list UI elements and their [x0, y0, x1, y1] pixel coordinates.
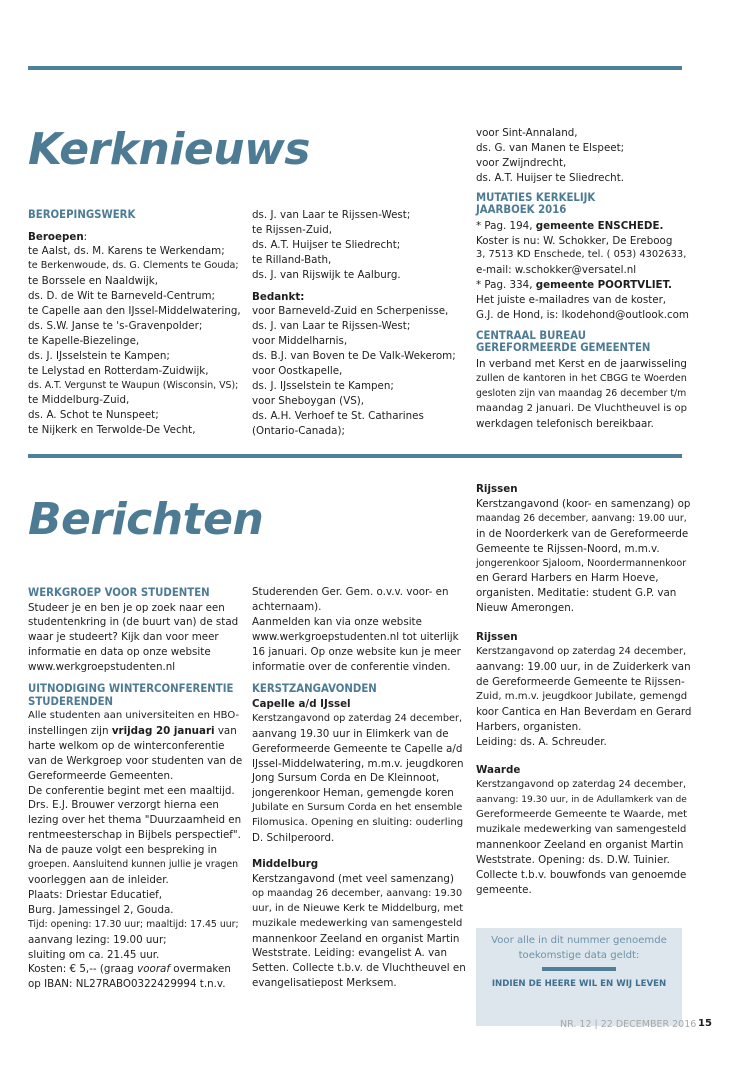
text-line: Tijd: opening: 17.30 uur; maaltijd: 17.45 uur; — [28, 918, 239, 930]
beroepen-label-line: Beroepen: — [28, 230, 88, 243]
text-line: de Gereformeerde Gemeente te Rijssen- — [476, 675, 685, 688]
mutaties-heading-1: MUTATIES KERKELIJK — [476, 190, 596, 204]
text-line: op maandag 26 december, aanvang: 19.30 — [252, 887, 463, 899]
text-line: zullen de kantoren in het CBGG te Woerden — [476, 372, 687, 384]
text-line: Gereformeerde Gemeente te Capelle a/d — [252, 742, 463, 755]
text-line: Kerstzangavond op zaterdag 24 december, — [252, 712, 463, 724]
bedankt-label: Bedankt: — [252, 290, 305, 303]
text-line: en Gerard Harbers en Harm Hoeve, — [476, 572, 659, 585]
text-line: aanvang 19.30 uur in Elimkerk van de — [252, 727, 449, 740]
text-line: in de Noorderkerk van de Gereformeerde — [476, 527, 689, 540]
cbgg-body — [476, 357, 691, 432]
text-line: achternaam). — [252, 600, 322, 613]
text-line: Het juiste e-mailadres van de koster, — [476, 294, 667, 307]
text-line: uur, in de Nieuwe Kerk te Middelburg, met — [252, 902, 464, 914]
mutaties-body — [476, 219, 691, 323]
beroepingswerk-heading: BEROEPINGSWERK — [28, 208, 136, 221]
winterconferentie-heading-1: UITNODIGING WINTERCONFERENTIE — [28, 682, 234, 696]
winterconferentie-heading-2: STUDERENDEN — [28, 694, 114, 708]
callout-text: Voor alle in dit nummer genoemde toekomstige data geldt: — [491, 935, 667, 961]
kerknieuws-col-1 — [28, 209, 243, 438]
text-line: muzikale medewerking van samengesteld — [476, 824, 687, 836]
text-line: Aanmelden kan via onze website — [252, 615, 422, 628]
text-line-date: instellingen zijn vrijdag 20 januari van — [28, 724, 237, 737]
kerknieuws-col-3 — [476, 126, 691, 432]
list-item: te Aalst, ds. M. Karens te Werkendam; — [28, 245, 225, 258]
text-line: aanvang lezing: 19.00 uur; — [28, 933, 167, 946]
text-line: van de Werkgroep voor studenten van de — [28, 754, 243, 767]
list-item: ds. B.J. van Boven te De Valk-Wekerom; — [252, 350, 456, 363]
list-item: te Lelystad en Rotterdam-Zuidwijk, — [28, 364, 209, 377]
text-line: In verband met Kerst en de jaarwisseling — [476, 357, 687, 370]
text-line: Burg. Jamessingel 2, Gouda. — [28, 903, 174, 916]
text-line: Koster is nu: W. Schokker, De Ereboog — [476, 234, 673, 247]
text-line: mannenkoor Zeeland en organist Martin — [252, 932, 460, 945]
text-line: informatie over de conferentie vinden. — [252, 660, 451, 673]
list-item: te Borssele en Naaldwijk, — [28, 275, 159, 288]
list-item: ds. A.T. Huijser te Sliedrecht. — [476, 171, 625, 184]
list-item: ds. J. van Laar te Rijssen-West; — [252, 209, 411, 221]
list-item: te Middelburg-Zuid, — [28, 394, 130, 407]
werkgroep-heading: WERKGROEP VOOR STUDENTEN — [28, 586, 210, 599]
list-item: (Ontario-Canada); — [252, 424, 345, 437]
text-line: Kerstzangavond op zaterdag 24 december, — [476, 646, 687, 658]
text-line: mannenkoor Zeeland en organist Martin — [476, 838, 684, 851]
list-item: voor Barneveld-Zuid en Scherpenisse, — [252, 305, 449, 318]
list-item: ds. J. van Laar te Rijssen-West; — [252, 320, 411, 333]
text-line: G.J. de Hond, is: lkodehond@outlook.com — [476, 309, 689, 322]
text-line: maandag 26 december, aanvang: 19.00 uur, — [476, 512, 687, 524]
beroepen-list — [28, 244, 243, 438]
text-line: Studerenden Ger. Gem. o.v.v. voor- en — [252, 586, 449, 598]
kerknieuws-title: Kerknieuws — [28, 124, 310, 175]
text-line: harte welkom op de winterconferentie — [28, 739, 225, 752]
list-item: voor Sint-Annaland, — [476, 127, 578, 139]
text-line: Leiding: ds. A. Schreuder. — [476, 735, 607, 748]
text-line: aanvang: 19.30 uur, in de Adullamkerk van de — [476, 795, 687, 806]
list-item: ds. S.W. Janse te 's-Gravenpolder; — [28, 319, 203, 332]
text-line: aanvang: 19.00 uur, in de Zuiderkerk van — [476, 660, 691, 673]
text-line: De conferentie begint met een maaltijd. — [28, 784, 235, 797]
text-line: Weststrate. Opening: ds. D.W. Tuinier. — [476, 853, 670, 866]
list-item: te Nijkerk en Terwolde-De Vecht, — [28, 424, 196, 437]
mutaties-heading-2: JAARBOEK 2016 — [476, 203, 567, 217]
text-line: www.werkgroepstudenten.nl — [28, 661, 176, 674]
text-line: Alle studenten aan universiteiten en HBO- — [28, 710, 240, 722]
text-line: Collecte t.b.v. bouwfonds van genoemde — [476, 868, 687, 881]
list-item: voor Oostkapelle, — [252, 365, 343, 378]
list-item: ds. G. van Manen te Elspeet; — [476, 141, 625, 154]
mutaties-item-enschede: * Pag. 194, gemeente ENSCHEDE. — [476, 219, 664, 232]
text-line: waar je studeert? Kijk dan voor meer — [28, 631, 219, 644]
text-line: Harbers, organisten. — [476, 720, 582, 733]
list-item: ds. J. IJsselstein te Kampen; — [252, 379, 394, 392]
text-line: muzikale medewerking van samengesteld — [252, 917, 463, 929]
callout-motto: INDIEN DE HEERE WIL EN WIJ LEVEN — [491, 979, 667, 989]
text-line: 16 januari. Op onze website kun je meer — [252, 645, 461, 658]
list-item: voor Zwijndrecht, — [476, 156, 567, 169]
text-line: D. Schilperoord. — [252, 832, 335, 845]
text-line: Jubilate en Sursum Corda en het ensemble — [252, 802, 463, 814]
list-item: ds. J. van Rijswijk te Aalburg. — [252, 268, 401, 281]
text-line: Plaats: Driestar Educatief, — [28, 888, 163, 901]
list-item: ds. A.H. Verhoef te St. Catharines — [252, 409, 424, 422]
text-line: Na de pauze volgt een bespreking in — [28, 844, 218, 857]
bedankt-continued — [476, 126, 691, 186]
text-line: Setten. Collecte t.b.v. de Vluchtheuvel en — [252, 962, 466, 975]
berichten-col-3 — [476, 482, 691, 898]
text-line: Jong Sursum Corda en De Kleinnoot, — [252, 772, 440, 785]
text-line: werkdagen telefonisch bereikbaar. — [476, 417, 654, 430]
kerstzang-heading: KERSTZANGAVONDEN — [252, 682, 377, 696]
text-line: jongerenkoor Heman, gemengde koren — [252, 787, 454, 800]
text-line: voorleggen aan de inleider. — [28, 874, 169, 886]
list-item: ds. J. IJsselstein te Kampen; — [28, 349, 170, 362]
text-line: organisten. Meditatie: student G.P. van — [476, 587, 677, 600]
cbgg-heading-2: GEREFORMEERDE GEMEENTEN — [476, 341, 651, 355]
text-line: Kerstzangavond (koor- en samenzang) op — [476, 497, 691, 510]
callout-divider — [542, 967, 616, 971]
mutaties-item-poortvliet: * Pag. 334, gemeente POORTVLIET. — [476, 279, 672, 292]
top-rule — [28, 66, 682, 70]
text-line: sluiting om ca. 21.45 uur. — [28, 948, 160, 961]
cbgg-heading-1: CENTRAAL BUREAU — [476, 328, 586, 342]
text-line: Gemeente te Rijssen-Noord, m.m.v. — [476, 542, 660, 555]
text-line: Kerstzangavond (met veel samenzang) — [252, 872, 454, 885]
list-item: ds. A.T. Huijser te Sliedrecht; — [252, 238, 401, 251]
text-line: informatie en data op onze website — [28, 646, 211, 659]
list-item: te Kapelle-Biezelinge, — [28, 334, 140, 347]
beroepen-label: Beroepen — [28, 230, 84, 243]
text-line: Drs. E.J. Brouwer verzorgt hierna een — [28, 799, 219, 812]
text-line: Weststrate. Leiding: evangelist A. van — [252, 947, 448, 960]
text-line: IJssel-Middelwatering, m.m.v. jeugdkoren — [252, 757, 464, 770]
callout-box — [476, 928, 682, 1026]
list-item: ds. A.T. Vergunst te Waupun (Wisconsin, VS); — [28, 379, 239, 391]
list-item: voor Sheboygan (VS), — [252, 394, 365, 407]
capelle-heading: Capelle a/d IJssel — [252, 697, 351, 710]
text-line: op IBAN: NL27RABO0322429994 t.n.v. — [28, 978, 226, 991]
text-line: Gereformeerde Gemeenten. — [28, 769, 174, 782]
middelburg-heading: Middelburg — [252, 858, 319, 870]
list-item: te Capelle aan den IJssel-Middelwatering, — [28, 305, 241, 318]
berichten-col-2 — [252, 585, 467, 991]
list-item: voor Middelharnis, — [252, 335, 348, 348]
berichten-title: Berichten — [28, 494, 264, 545]
text-line: Gereformeerde Gemeente te Waarde, met — [476, 809, 688, 821]
text-line: 3, 7513 KD Enschede, tel. ( 053) 4302633, — [476, 249, 687, 261]
text-line: e-mail: w.schokker@versatel.nl — [476, 264, 637, 277]
text-line: maandag 2 januari. De Vluchtheuvel is op — [476, 402, 688, 414]
text-line: jongerenkoor Sjaloom, Noordermannenkoor — [476, 557, 687, 569]
list-item: te Berkenwoude, ds. G. Clements te Gouda; — [28, 260, 239, 272]
issue-info: NR. 12 | 22 DECEMBER 2016 — [560, 1019, 697, 1030]
text-line: rentmeesterschap in Bijbels perspectief". — [28, 829, 241, 842]
list-item: ds. A. Schot te Nunspeet; — [28, 409, 159, 422]
rijssen-noord-heading: Rijssen — [476, 483, 518, 495]
text-line: gemeente. — [476, 883, 532, 896]
middle-rule — [28, 454, 682, 458]
list-item: te Rilland-Bath, — [252, 253, 332, 266]
text-line: Kerstzangavond op zaterdag 24 december, — [476, 779, 687, 791]
text-line: Filomusica. Opening en sluiting: ouderling — [252, 817, 464, 829]
text-line: Studeer je en ben je op zoek naar een — [28, 601, 225, 614]
list-item: ds. D. de Wit te Barneveld-Centrum; — [28, 290, 216, 303]
rijssen-zuid-heading: Rijssen — [476, 631, 518, 644]
kerknieuws-col-2 — [252, 208, 467, 439]
text-line: www.werkgroepstudenten.nl tot uiterlijk — [252, 630, 459, 643]
text-line: lezing over het thema "Duurzaamheid en — [28, 814, 242, 827]
text-line: studentenkring in (de buurt van) de stad — [28, 616, 239, 629]
text-line: evangelisatiepost Merksem. — [252, 977, 397, 990]
waarde-heading: Waarde — [476, 764, 521, 777]
text-line: koor Cantica en Han Beverdam en Gerard — [476, 705, 692, 718]
text-line: Zuid, m.m.v. jeugdkoor Jubilate, gemengd — [476, 690, 688, 702]
text-line: groepen. Aansluitend kunnen jullie je vragen — [28, 859, 239, 871]
list-item: te Rijssen-Zuid, — [252, 223, 333, 236]
berichten-col-1 — [28, 587, 243, 992]
text-line-costs: Kosten: € 5,-- (graag vooraf overmaken — [28, 963, 231, 976]
text-line: Nieuw Amerongen. — [476, 602, 575, 615]
text-line: gesloten zijn van maandag 26 december t/m — [476, 387, 687, 399]
page-number: 15 — [698, 1018, 712, 1029]
